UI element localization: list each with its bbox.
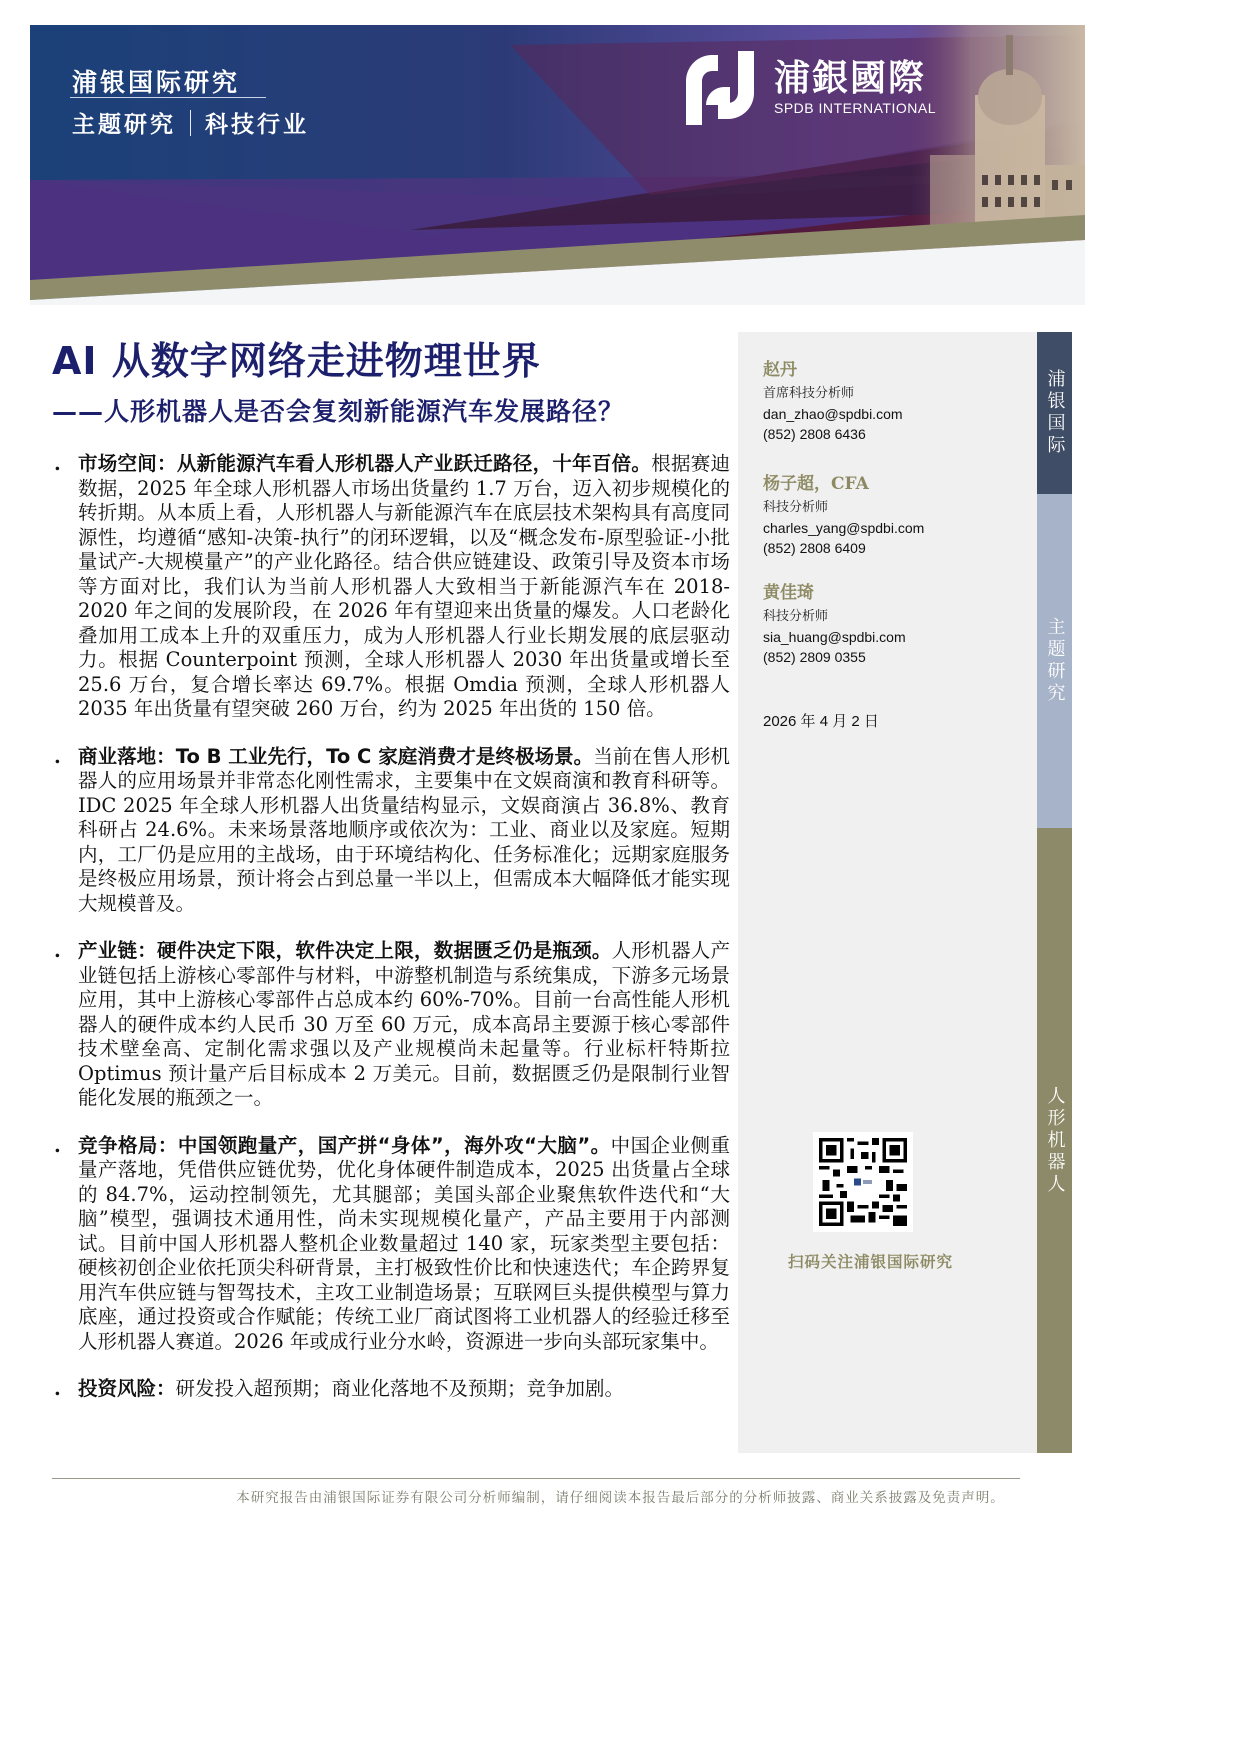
report-category: 主题研究 [72, 111, 176, 138]
analyst-card [763, 358, 903, 444]
analyst-email-link[interactable]: charles_yang@spdbi.com [763, 520, 925, 536]
brand-title: 浦银国际研究 [72, 68, 241, 97]
strip-label-company: 浦银国际 [1037, 332, 1072, 494]
analyst-name: 黄佳琦 [763, 583, 814, 603]
footer-disclaimer: 本研究报告由浦银国际证券有限公司分析师编制，请仔细阅读本报告最后部分的分析师披露、商业关系披露及免责声明。 [236, 1490, 1005, 1506]
report-subtitle: ——人形机器人是否会复刻新能源汽车发展路径？ [52, 397, 625, 426]
cover-banner [30, 25, 1085, 305]
report-title: AI 从数字网络走进物理世界 [52, 339, 541, 383]
report-date: 2026 年 4 月 2 日 [763, 713, 879, 730]
footer-divider [52, 1478, 1020, 1479]
bullet-heading: 投资风险： [78, 1377, 176, 1400]
analyst-name: 赵丹 [763, 360, 797, 380]
bullet-heading: 市场空间：从新能源汽车看人形机器人产业跃迁路径，十年百倍。 [78, 452, 652, 475]
bullet-marker: . [54, 452, 61, 475]
strip-label-topic: 人形机器人 [1037, 828, 1072, 1453]
logo-english: SPDB INTERNATIONAL [774, 100, 936, 116]
qr-code[interactable] [813, 1132, 913, 1232]
bullet-text: 研发投入超预期；商业化落地不及预期；竞争加剧。 [175, 1377, 625, 1400]
analyst-card [763, 581, 906, 667]
company-logo [680, 47, 936, 129]
bullet-text: 中国企业侧重量产落地，凭借供应链优势，优化身体硬件制造成本，2025 出货量占全球的 84.7%，运动控制领先，尤其腿部；美国头部企业聚焦软件迭代和“大脑”模型，强调技术通用性，尚未实现规模化量产，产品主要用于内部测试。目前中国人形机器人整机企业数量超过 140 家，玩家类型主要包括：硬核初创企业依托顶尖科研背景，主打极致性价比和快速迭代；车企跨界复用汽车供应链与智驾技术，主攻工业制造场景；互联网巨头提供模型与算力底座，通过投资或合作赋能；传统工业厂商试图将工业机器人的经验迁移至人形机器人赛道。2026 年或成行业分水岭，资源进一步向头部玩家集中。 [78, 1133, 730, 1353]
bullet-competition [50, 1134, 730, 1355]
strip-label-report-type: 主题研究 [1037, 494, 1072, 828]
qr-code-icon [819, 1138, 907, 1226]
bullet-marker: . [54, 744, 61, 768]
analyst-role: 科技分析师 [763, 609, 829, 624]
analyst-name: 杨子超，CFA [763, 474, 869, 494]
analyst-email-link[interactable]: sia_huang@spdbi.com [763, 629, 906, 645]
analyst-email-link[interactable]: dan_zhao@spdbi.com [763, 406, 903, 422]
bullet-heading: 产业链：硬件决定下限，软件决定上限，数据匮乏仍是瓶颈。 [78, 939, 612, 962]
bullet-heading: 商业落地：To B 工业先行，To C 家庭消费才是终极场景。 [78, 744, 594, 768]
bullet-heading: 竞争格局：中国领跑量产，国产拼“身体”，海外攻“大脑”。 [78, 1133, 611, 1157]
bullet-industry-chain [50, 939, 730, 1111]
analyst-phone: (852) 2808 6436 [763, 426, 866, 442]
analyst-card [763, 472, 924, 558]
analyst-role: 科技分析师 [763, 500, 829, 515]
bullet-marker: . [54, 1377, 61, 1400]
report-category-line [72, 106, 309, 139]
qr-caption: 扫码关注浦银国际研究 [788, 1252, 954, 1271]
analyst-phone: (852) 2809 0355 [763, 649, 866, 665]
bullet-text: 当前在售人形机器人的应用场景并非常态化刚性需求，主要集中在文娱商演和教育科研等。IDC 2025 年全球人形机器人出货量结构显示，文娱商演占 36.8%、教育科研占 24.6%。未来场景落地顺序或依次为：工业、商业以及家庭。短期内，工厂仍是应用的主战场，由于环境结构化、任务标准化；远期家庭服务是终极应用场景，预计将会占到总量一半以上，但需成本大幅降低才能实现大规模普及。 [78, 744, 730, 915]
brand-divider [70, 97, 266, 98]
report-summary [50, 452, 730, 1425]
spdb-logo-icon [680, 47, 760, 129]
bullet-marker: . [54, 939, 61, 962]
bullet-market-space [50, 452, 730, 722]
category-separator [190, 110, 191, 136]
bullet-marker: . [54, 1133, 61, 1157]
report-industry: 科技行业 [205, 111, 309, 138]
analyst-phone: (852) 2808 6409 [763, 540, 866, 556]
bullet-investment-risk [50, 1377, 730, 1402]
analyst-sidebar [738, 332, 1037, 1453]
bullet-commercialization [50, 745, 730, 917]
analyst-role: 首席科技分析师 [763, 386, 855, 401]
logo-chinese: 浦銀國際 [774, 58, 927, 99]
bullet-text: 人形机器人产业链包括上游核心零部件与材料，中游整机制造与系统集成，下游多元场景应用，其中上游核心零部件占总成本约 60%-70%。目前一台高性能人形机器人的硬件成本约人民币 30 万至 60 万元，成本高昂主要源于核心零部件技术壁垒高、定制化需求强以及产业规模尚未起量等。行业标杆特斯拉 Optimus 预计量产后目标成本 2 万美元。目前，数据匮乏仍是限制行业智能化发展的瓶颈之一。 [78, 939, 730, 1109]
bullet-text: 根据赛迪数据，2025 年全球人形机器人市场出货量约 1.7 万台，迈入初步规模化的转折期。从本质上看，人形机器人与新能源汽车在底层技术架构具有高度同源性，均遵循“感知-决策-执行”的闭环逻辑，以及“概念发布-原型验证-小批量试产-大规模量产”的产业化路径。结合供应链建设、政策引导及资本市场等方面对比，我们认为当前人形机器人大致相当于新能源汽车在 2018-2020 年之间的发展阶段，在 2026 年有望迎来出货量的爆发。人口老龄化叠加用工成本上升的双重压力，成为人形机器人行业长期发展的底层驱动力。根据 Counterpoint 预测，全球人形机器人 2030 年出货量或增长至 25.6 万台，复合增长率达 69.7%。根据 Omdia 预测，全球人形机器人 2035 年出货量有望突破 260 万台，约为 2025 年出货的 150 倍。 [78, 452, 730, 720]
